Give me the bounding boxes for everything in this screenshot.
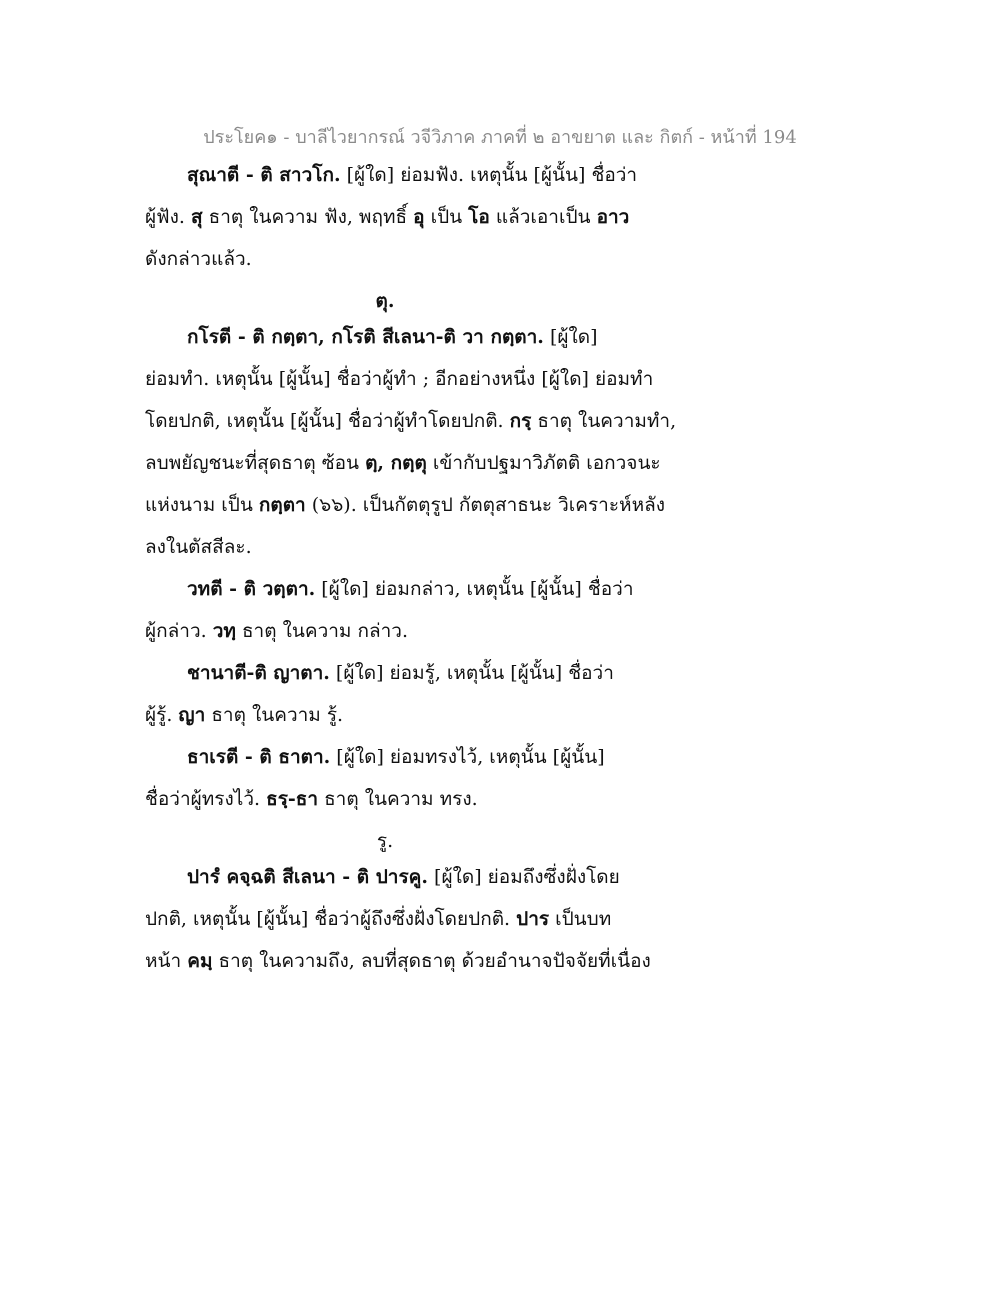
bold-term: ญา <box>178 704 206 726</box>
text: แห่งนาม เป็น <box>145 494 259 516</box>
text: ปกติ, เหตุนั้น [ผู้นั้น] ชื่อว่าผู้ถึงซึ่งฝั่งโดยปกติ. <box>145 908 517 930</box>
heading-text: รู. <box>376 830 394 852</box>
bold-term: ตฺ, กตฺตุ <box>365 452 427 474</box>
text: [ผู้ใด] ย่อมทรงไว้, เหตุนั้น [ผู้นั้น] <box>330 746 605 768</box>
paragraph-line <box>145 202 705 232</box>
paragraph-line <box>145 946 705 976</box>
paragraph-line <box>187 574 747 604</box>
text: [ผู้ใด] ย่อมรู้, เหตุนั้น [ผู้นั้น] ชื่อว่า <box>329 662 614 684</box>
bold-term: วทฺ <box>212 620 236 642</box>
text: ธาตุ ในความ ฟัง, พฤทธิ์ <box>202 206 414 228</box>
bold-term: ปารํ คจฺฉติ สีเลนา - ติ ปารคู. <box>187 866 429 888</box>
paragraph-line <box>187 658 747 688</box>
paragraph-line <box>145 532 705 562</box>
text: ธาตุ ในความ กล่าว. <box>235 620 408 642</box>
paragraph-line <box>145 490 705 520</box>
text: (๖๖). เป็นกัตตุรูป กัตตุสาธนะ วิเคราะห์หลัง <box>305 494 666 516</box>
bold-term: คมฺ <box>187 950 213 972</box>
text: [ผู้ใด] ย่อมฟัง. เหตุนั้น [ผู้นั้น] ชื่อว่า <box>340 164 638 186</box>
text: ลงในตัสสีละ. <box>145 536 252 558</box>
paragraph-line <box>187 742 747 772</box>
paragraph-line <box>187 862 747 892</box>
text: ธาตุ ในความ ทรง. <box>318 788 478 810</box>
paragraph-line <box>187 322 747 352</box>
bold-term: โอ <box>468 206 490 228</box>
text: ผู้กล่าว. <box>145 620 213 642</box>
text: ดังกล่าวแล้ว. <box>145 248 252 270</box>
bold-term: กตฺตา <box>258 494 306 516</box>
paragraph-line <box>145 406 705 436</box>
page-header: ประโยค๑ - บาลีไวยากรณ์ วจีวิภาค ภาคที่ ๒ อาขยาต และ กิตก์ - หน้าที่ 194 <box>203 127 797 148</box>
bold-term: กรฺ <box>509 410 532 432</box>
bold-term: สุ <box>190 206 203 228</box>
bold-term: วทตี - ติ วตฺตา. <box>187 578 316 600</box>
text: ธาตุ ในความถึง, ลบที่สุดธาตุ ด้วยอำนาจปัจจัยที่เนื่อง <box>212 950 651 972</box>
bold-term: สุณาตี - ติ สาวโก. <box>187 164 341 186</box>
bold-term: กโรตี - ติ กตฺตา, กโรติ สีเลนา-ติ วา กตฺตา. <box>187 326 544 348</box>
text: [ผู้ใด] ย่อมถึงซึ่งฝั่งโดย <box>428 866 620 888</box>
text: ผู้รู้. <box>145 704 179 726</box>
text: ธาตุ ในความ รู้. <box>205 704 344 726</box>
paragraph-line <box>145 364 705 394</box>
section-heading <box>0 826 770 856</box>
bold-term: อาว <box>596 206 630 228</box>
text: เป็น <box>424 206 469 228</box>
text: แล้วเอาเป็น <box>489 206 597 228</box>
text: โดยปกติ, เหตุนั้น [ผู้นั้น] ชื่อว่าผู้ทำโดยปกติ. <box>145 410 510 432</box>
paragraph-line <box>145 700 705 730</box>
text: ลบพยัญชนะที่สุดธาตุ ซ้อน <box>145 452 366 474</box>
text: ย่อมทำ. เหตุนั้น [ผู้นั้น] ชื่อว่าผู้ทำ ; อีกอย่างหนึ่ง [ผู้ใด] ย่อมทำ <box>145 368 654 390</box>
text: หน้า <box>145 950 188 972</box>
text: [ผู้ใด] <box>543 326 598 348</box>
text: เป็นบท <box>549 908 612 930</box>
text: ธาตุ ในความทำ, <box>531 410 677 432</box>
bold-term: ธาเรตี - ติ ธาตา. <box>187 746 331 768</box>
text: เข้ากับปฐมาวิภัตติ เอกวจนะ <box>426 452 661 474</box>
paragraph-line <box>145 616 705 646</box>
bold-term: ชานาตี-ติ ญาตา. <box>187 662 330 684</box>
text: ชื่อว่าผู้ทรงไว้. <box>145 788 267 810</box>
text: ผู้ฟัง. <box>145 206 191 228</box>
paragraph-line <box>187 160 747 190</box>
paragraph-line <box>145 904 705 934</box>
bold-term: ธรฺ-ธา <box>266 788 319 810</box>
bold-term: ปาร <box>516 908 550 930</box>
paragraph-line <box>145 448 705 478</box>
text: [ผู้ใด] ย่อมกล่าว, เหตุนั้น [ผู้นั้น] ชื่อว่า <box>315 578 634 600</box>
section-heading <box>0 286 770 316</box>
paragraph-line <box>145 784 705 814</box>
paragraph-line <box>145 244 705 274</box>
heading-text: ตุ. <box>375 290 395 312</box>
bold-term: อุ <box>413 206 425 228</box>
